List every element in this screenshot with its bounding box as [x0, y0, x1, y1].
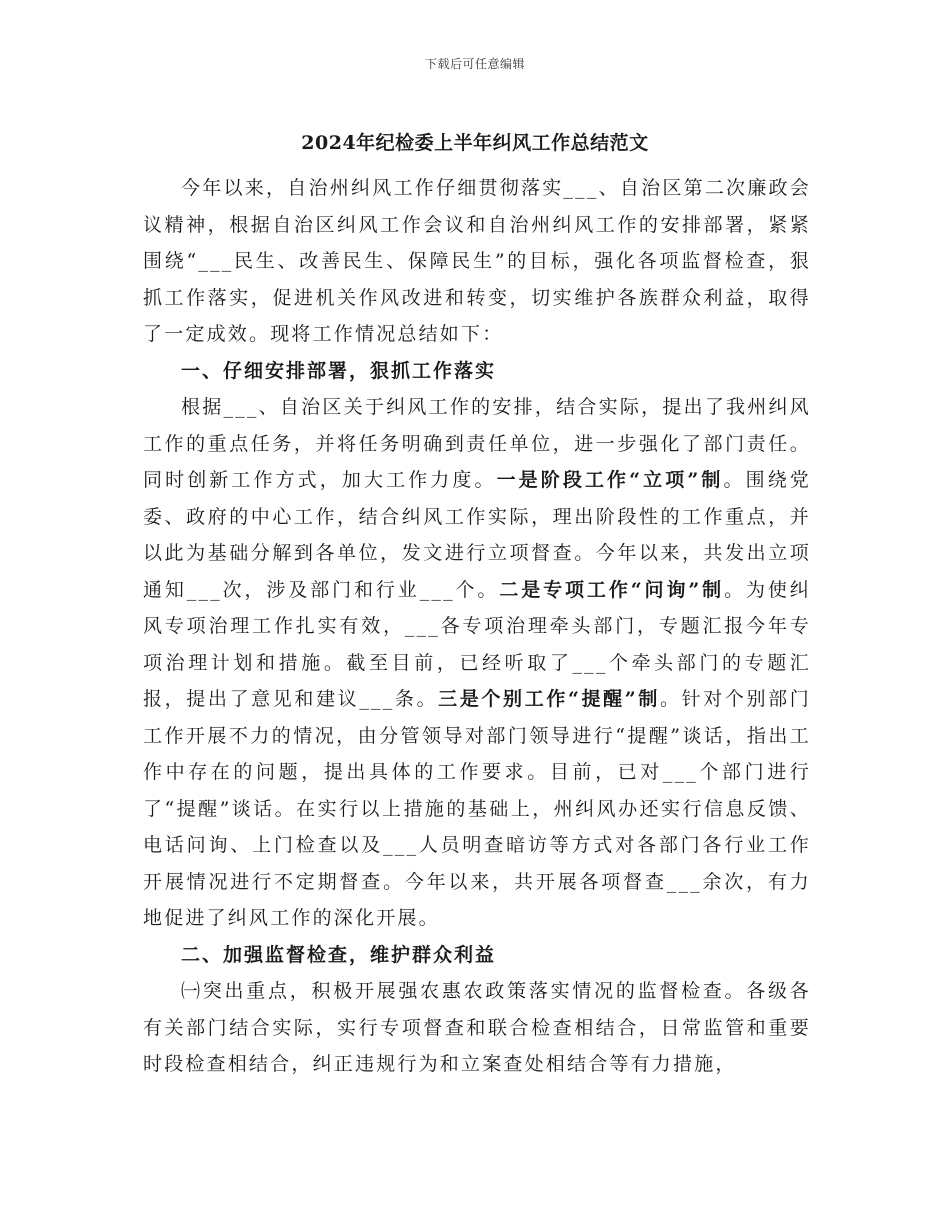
document-body	[143, 170, 811, 1083]
s1-bold-item-1: 一是阶段工作“立项”制	[496, 469, 724, 491]
intro-paragraph: 今年以来，自治州纠风工作仔细贯彻落实___、自治区第二次廉政会议精神，根据自治区纠风工作会议和自治州纠风工作的安排部署，紧紧围绕“___民生、改善民生、保障民生”的目标，强化各项监督检查，狠抓工作落实，促进机关作风改进和转变，切实维护各族群众利益，取得了一定成效。现将工作情况总结如下：	[143, 177, 811, 345]
section-2-heading: 二、加强监督检查，维护群众利益	[181, 943, 497, 966]
s1-text-1: 根据___、自治区关于纠风工作的安排，结合实际，提出了我州纠风工作的重点任务，并将任务明确到责任单位，进一步强化了部门责任。同时创新工作方式，加大工作力度。	[143, 396, 811, 491]
section-1-paragraph	[143, 389, 811, 937]
s1-bold-item-3: 三是个别工作“提醒”制	[438, 688, 660, 710]
section-1-heading: 一、仔细安排部署，狠抓工作落实	[181, 359, 497, 382]
document-title: 2024年纪检委上半年纠风工作总结范文	[301, 132, 649, 154]
s1-text-2: 。围绕党委、政府的中心工作，结合纠风工作实际，理出阶段性的工作重点，并以此为基础分解到各单位，发文进行立项督查。今年以来，共发出立项通知___次，涉及部门和行业___个。	[143, 469, 811, 601]
header-note: 下载后可任意编辑	[424, 57, 525, 71]
s1-text-4: 。针对个别部门工作开展不力的情况，由分管领导对部门领导进行“提醒”谈话，指出工作中存在的问题，提出具体的工作要求。目前，已对___个部门进行了“提醒”谈话。在实行以上措施的基础上，州纠风办还实行信息反馈、电话问询、上门检查以及___人员明查暗访等方式对各部门各行业工作开展情况进行不定期督查。今年以来，共开展各项督查___余次，有力地促进了纠风工作的深化开展。	[143, 688, 812, 929]
section-2-paragraph: ㈠突出重点，积极开展强农惠农政策落实情况的监督检查。各级各有关部门结合实际，实行专项督查和联合检查相结合，日常监管和重要时段检查相结合，纠正违规行为和立案查处相结合等有力措施，	[143, 980, 811, 1075]
s1-bold-item-2: 二是专项工作“问询”制	[499, 578, 725, 601]
s1-text-3: 。为使纠风专项治理工作扎实有效，___各专项治理牵头部门，专题汇报今年专项治理计划和措施。截至目前，已经听取了___个牵头部门的专题汇报，提出了意见和建议___条。	[143, 578, 811, 710]
